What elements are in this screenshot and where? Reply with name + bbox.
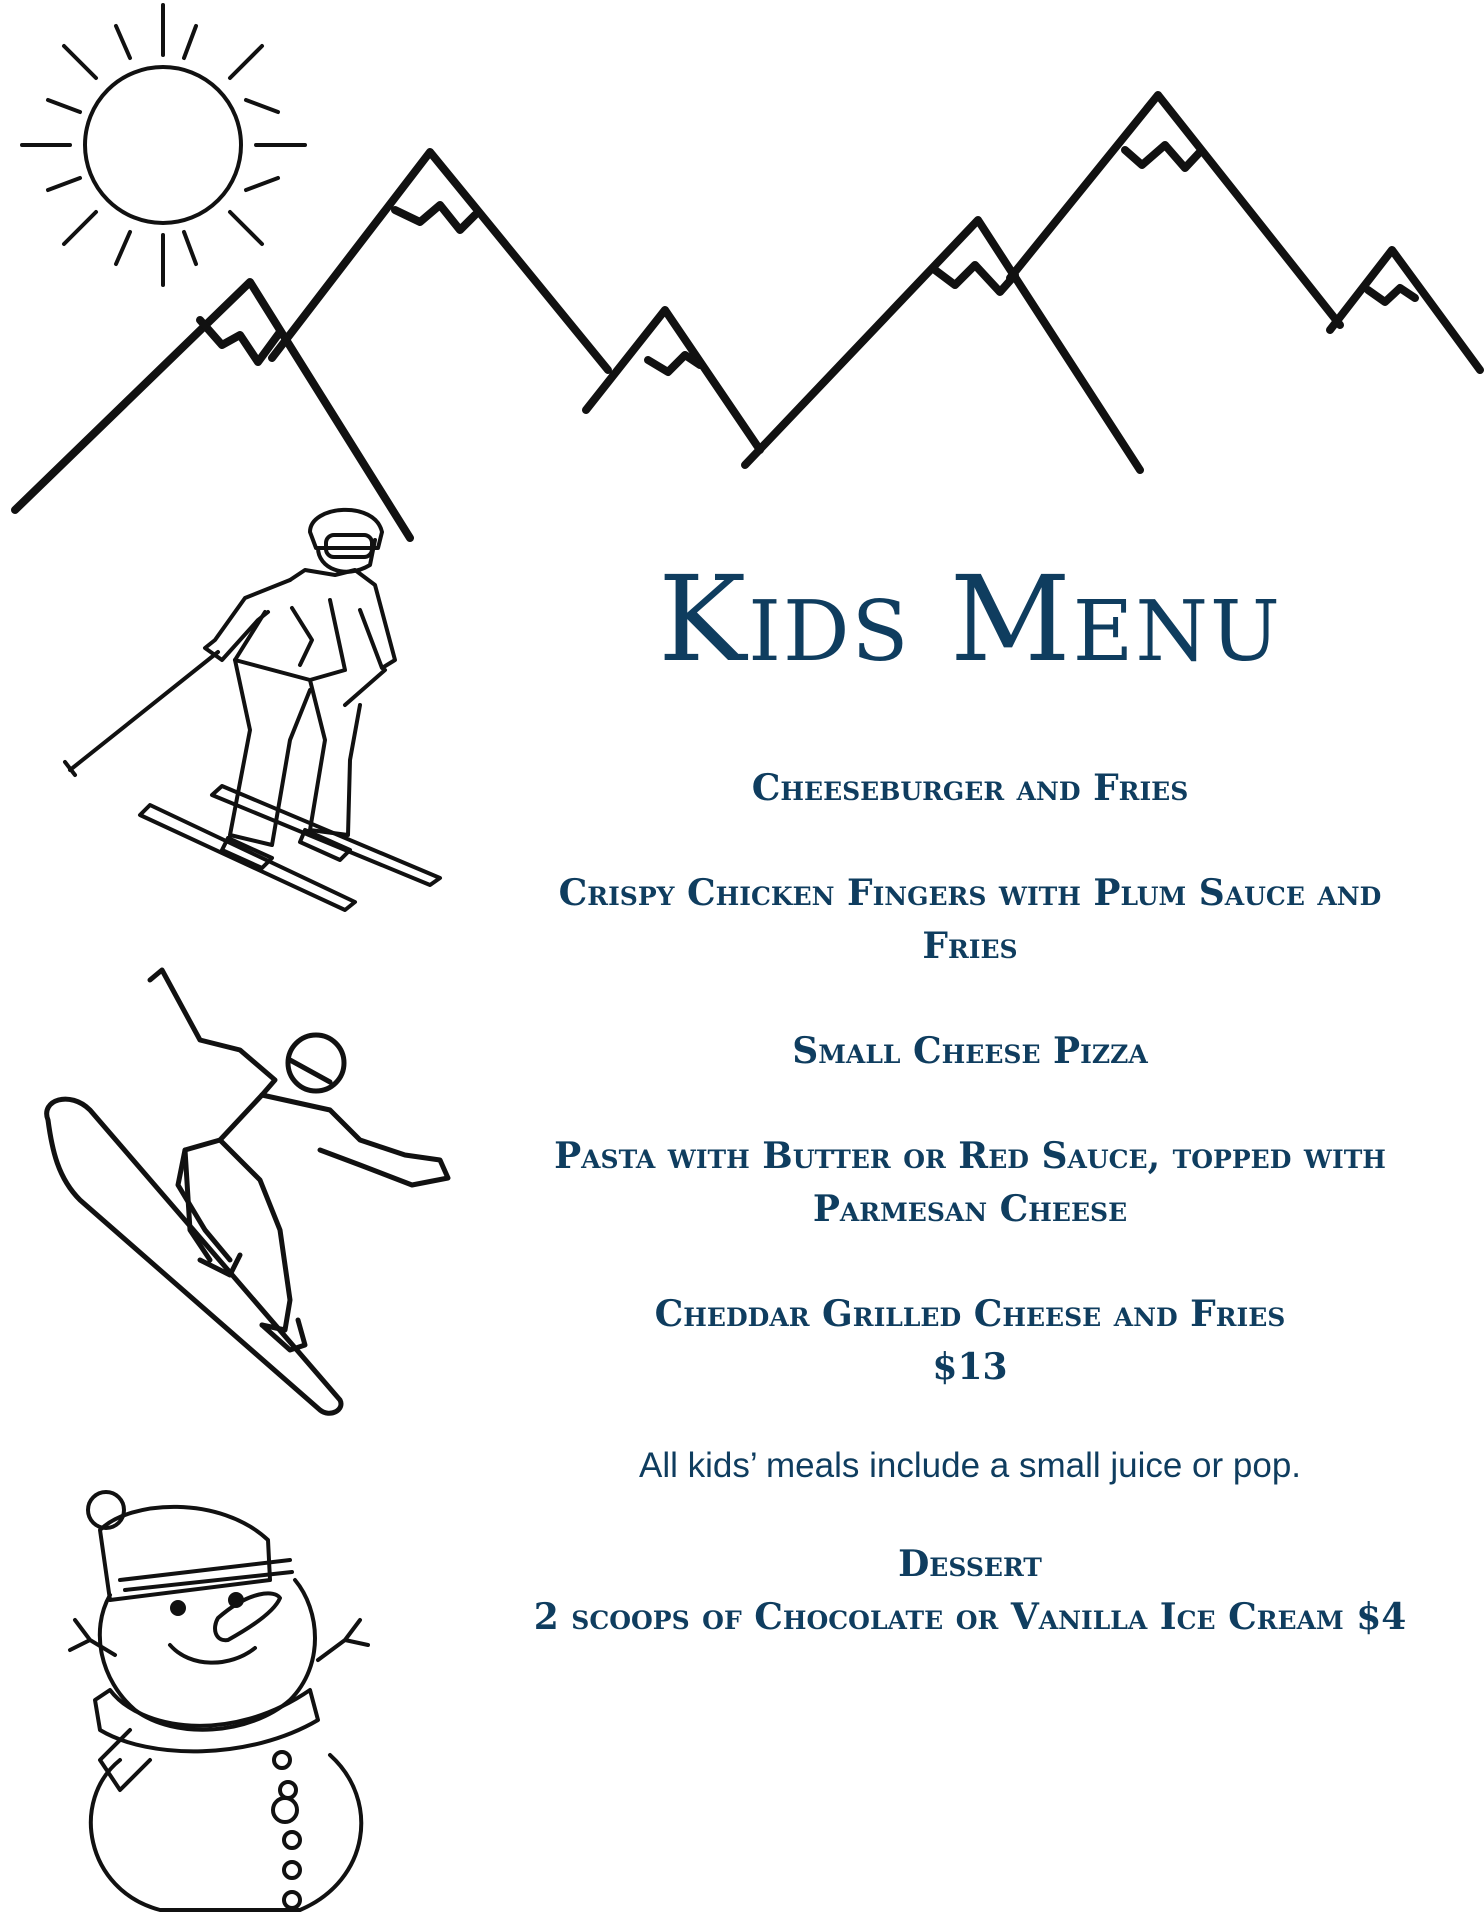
meal-note: All kids’ meals include a small juice or pop. xyxy=(638,1446,1302,1485)
dessert-section xyxy=(530,1538,1410,1644)
sun-icon xyxy=(22,5,305,285)
menu-item: Cheeseburger and Fries xyxy=(751,767,1189,809)
menu-item: Pasta with Butter or Red Sauce, topped with Parmesan Cheese xyxy=(554,1135,1386,1230)
mountains-drawing xyxy=(15,95,1480,538)
menu-item: Crispy Chicken Fingers with Plum Sauce and Fries xyxy=(558,872,1382,967)
menu-content xyxy=(500,550,1440,1696)
snowboarder-drawing xyxy=(47,970,448,1413)
menu-title: Kids Menu xyxy=(658,550,1282,688)
skier-drawing xyxy=(65,510,440,910)
menu-item-price: $13 xyxy=(932,1346,1008,1388)
menu-item: Small Cheese Pizza xyxy=(792,1030,1148,1072)
menu-item-name: Cheddar Grilled Cheese and Fries xyxy=(654,1293,1286,1335)
dessert-heading: Dessert xyxy=(898,1543,1042,1585)
menu-item-with-price xyxy=(530,1288,1410,1394)
snowman-drawing xyxy=(70,1492,368,1910)
dessert-text: 2 scoops of Chocolate or Vanilla Ice Cream $4 xyxy=(533,1596,1407,1638)
